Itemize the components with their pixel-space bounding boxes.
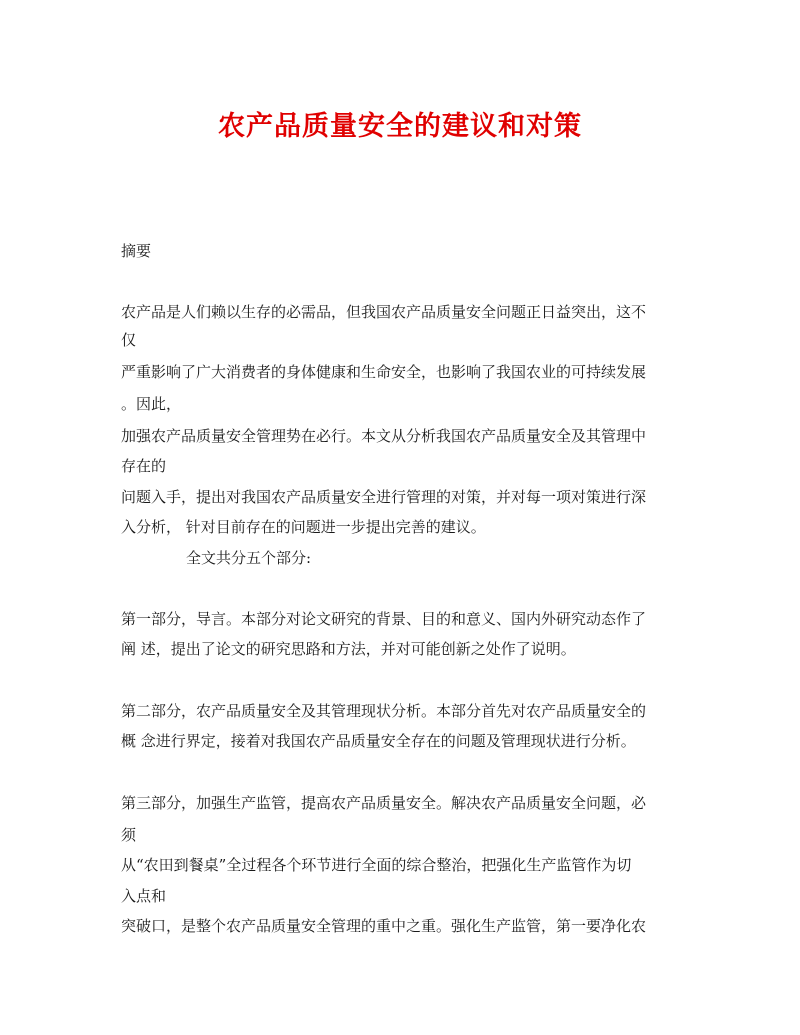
body-line: 。因此， [121,395,182,413]
body-line: 第二部分，农产品质量安全及其管理现状分析。本部分首先对农产品质量安全的 [121,702,647,720]
section-heading: 摘要 [121,242,152,260]
body-line: 入点和 [121,887,167,905]
body-line: 概 念进行界定，接着对我国农产品质量安全存在的问题及管理现状进行分析。 [121,732,636,750]
body-line: 入分析， 针对目前存在的问题进一步提出完善的建议。 [121,518,486,536]
body-line: 加强农产品质量安全管理势在必行。本文从分析我国农产品质量安全及其管理中 [121,427,647,445]
body-line: 全文共分五个部分: [186,549,312,567]
body-line: 严重影响了广大消费者的身体健康和生命安全，也影响了我国农业的可持续发展 [121,363,647,381]
body-line: 仅 [121,331,137,349]
body-line: 突破口，是整个农产品质量安全管理的重中之重。强化生产监管，第一要净化农 [121,917,647,935]
body-line: 第三部分，加强生产监管，提高农产品质量安全。解决农产品质量安全问题，必 [121,794,647,812]
body-line: 从“农田到餐桌”全过程各个环节进行全面的综合整治，把强化生产监管作为切 [121,856,632,874]
body-line: 存在的 [121,457,167,475]
body-line: 农产品是人们赖以生存的必需品，但我国农产品质量安全问题正日益突出，这不 [121,303,647,321]
document-title: 农产品质量安全的建议和对策 [218,111,582,142]
body-line: 须 [121,826,137,844]
body-line: 阐 述，提出了论文的研究思路和方法，并对可能创新之处作了说明。 [121,640,576,658]
body-line: 第一部分，导言。本部分对论文研究的背景、目的和意义、国内外研究动态作了 [121,610,647,628]
body-line: 问题入手，提出对我国农产品质量安全进行管理的对策，并对每一项对策进行深 [121,488,647,506]
